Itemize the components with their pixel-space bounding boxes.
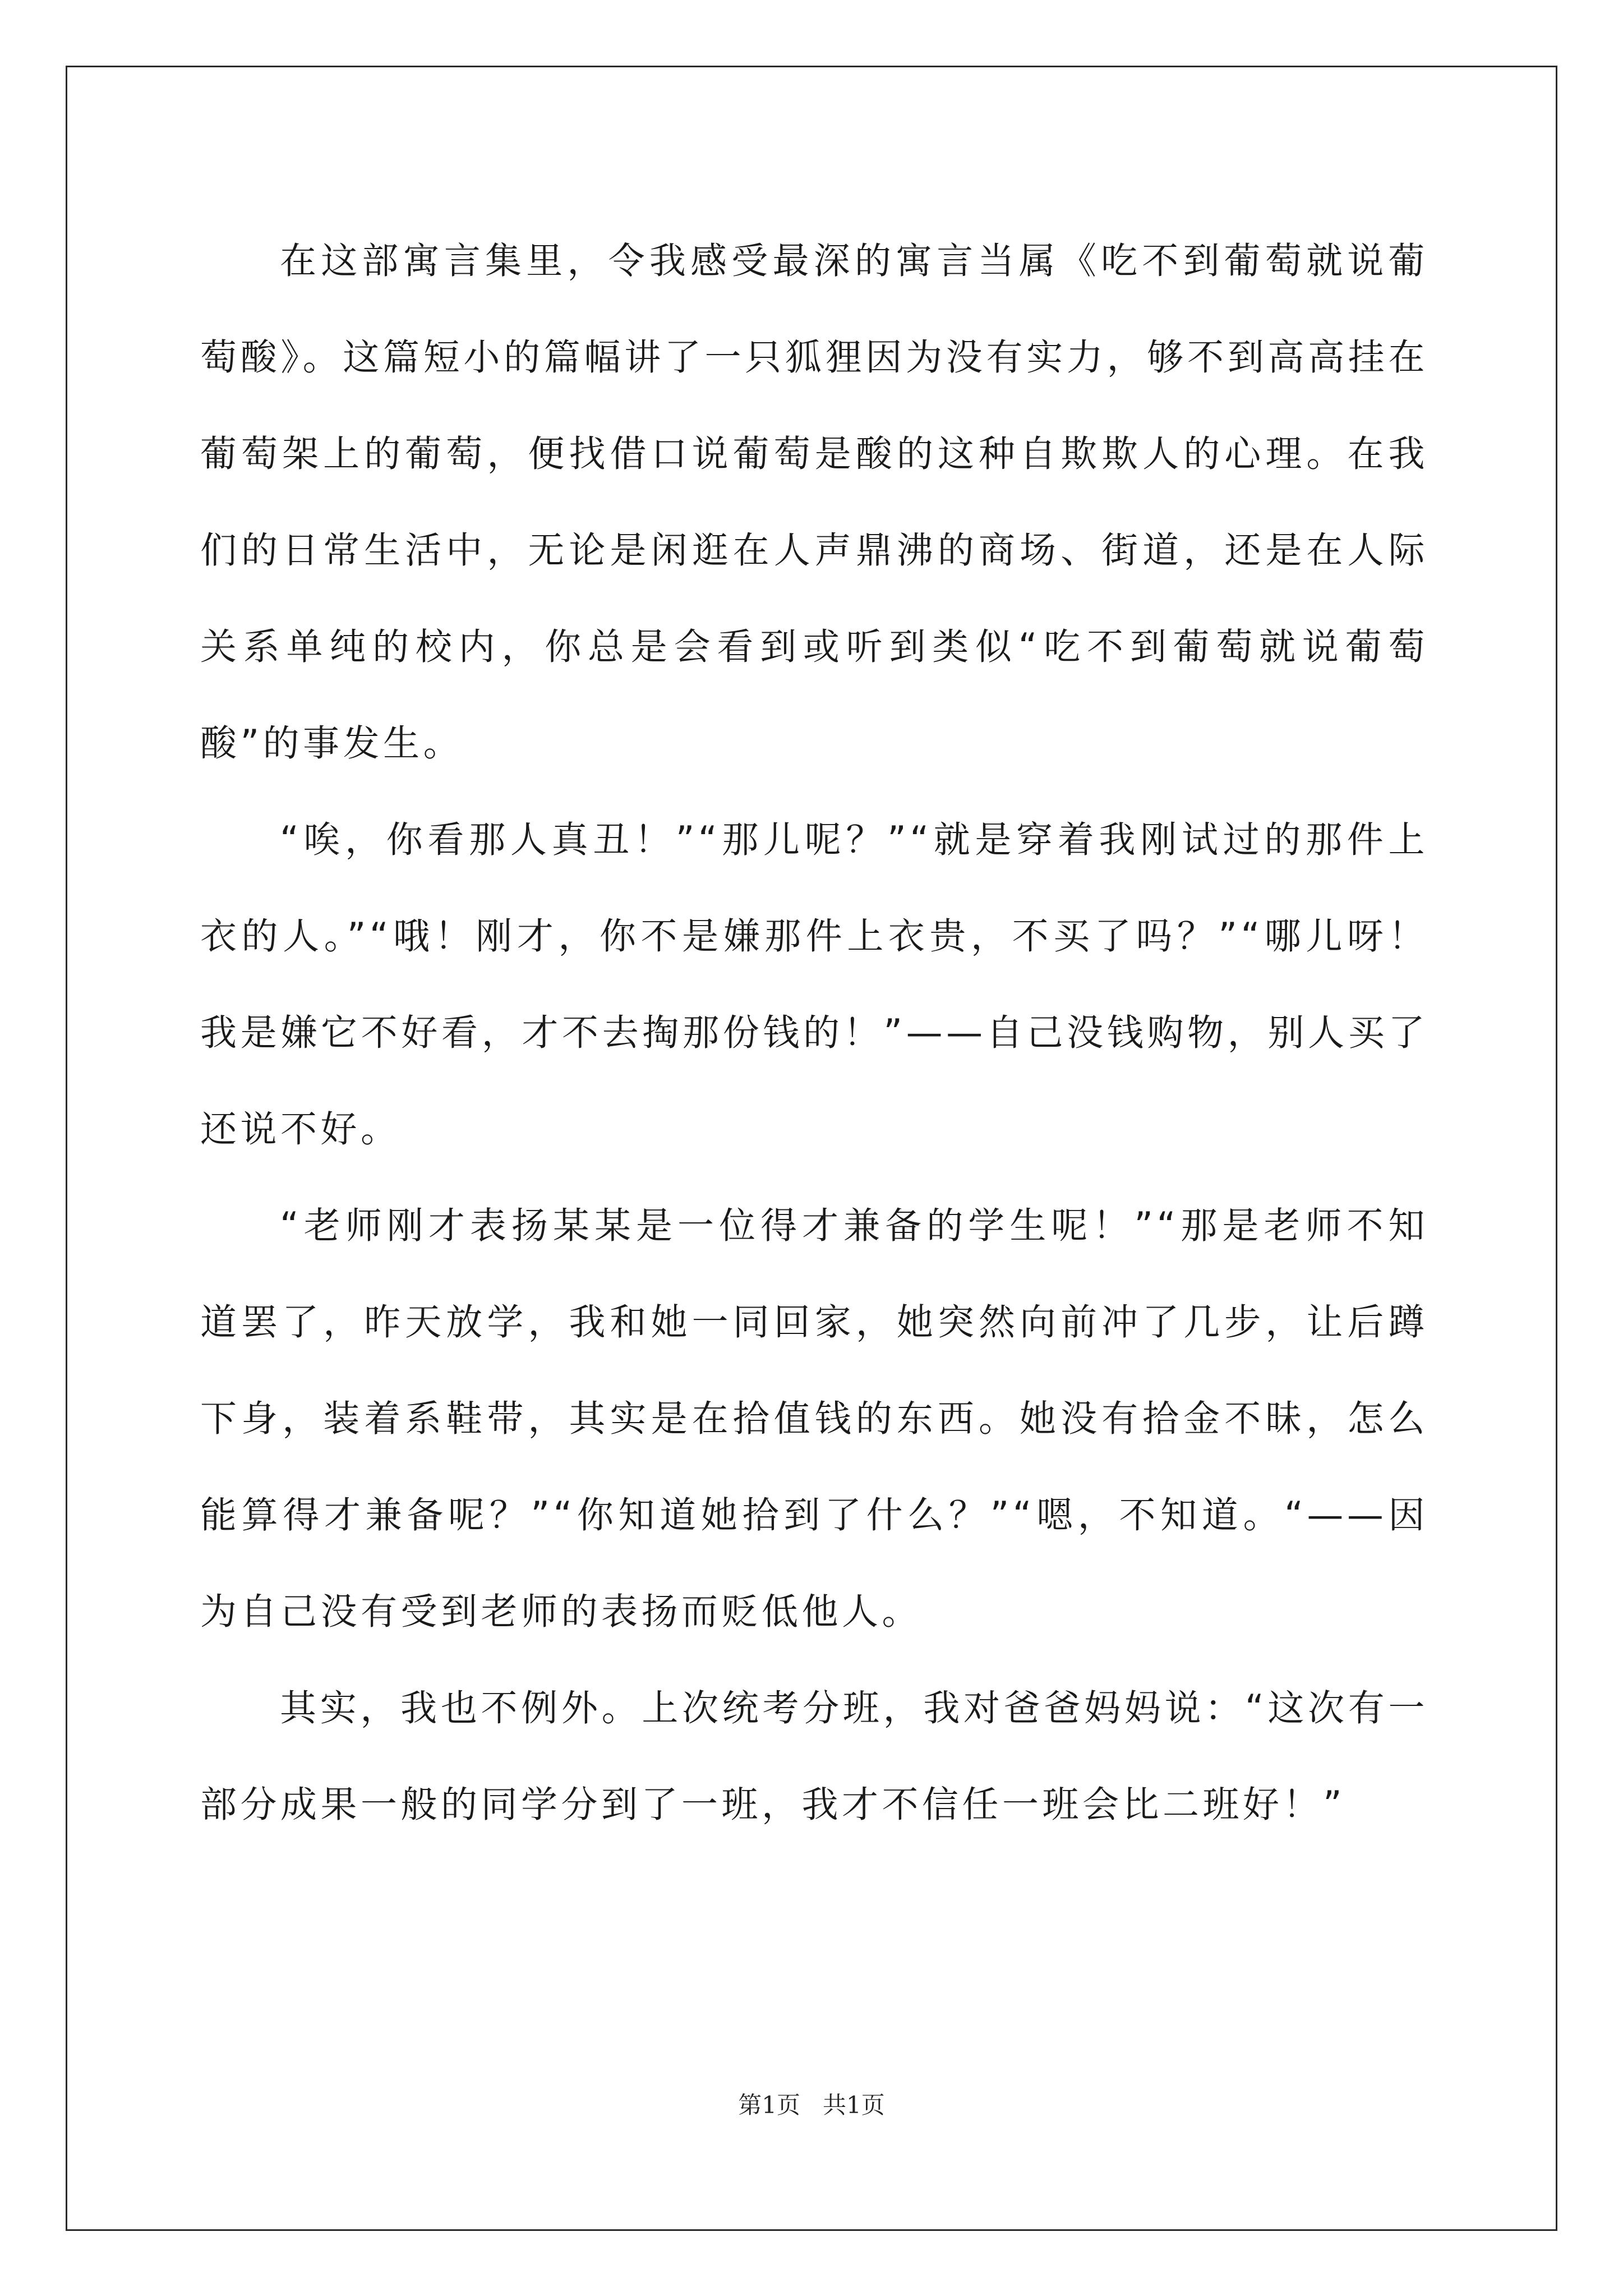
document-body [200,213,1428,1853]
paragraph: 其实，我也不例外。上次统考分班，我对爸爸妈妈说：“这次有一部分成果一般的同学分到了一班，我才不信任一班会比二班好！” [200,1687,1428,1826]
page-number: 第1页 [738,2091,800,2119]
page-footer [0,2087,1623,2120]
page-total: 共1页 [823,2091,885,2119]
paragraph: “老师刚才表扬某某是一位得才兼备的学生呢！”“那是老师不知道罢了，昨天放学，我和她一同回家，她突然向前冲了几步，让后蹲下身，装着系鞋带，其实是在拾值钱的东西。她没有拾金不昧，怎么能算得才兼备呢？”“你知道她拾到了什么？”“嗯，不知道。“——因为自己没有受到老师的表扬而贬低他人。 [200,1205,1428,1633]
paragraph: “唉，你看那人真丑！”“那儿呢？”“就是穿着我刚试过的那件上衣的人。”“哦！刚才，你不是嫌那件上衣贵，不买了吗？”“哪儿呀！我是嫌它不好看，才不去掏那份钱的！”——自己没钱购物，别人买了还说不好。 [200,819,1428,1151]
paragraph: 在这部寓言集里，令我感受最深的寓言当属《吃不到葡萄就说葡萄酸》。这篇短小的篇幅讲了一只狐狸因为没有实力，够不到高高挂在葡萄架上的葡萄，便找借口说葡萄是酸的这种自欺欺人的心理。在我们的日常生活中，无论是闲逛在人声鼎沸的商场、街道，还是在人际关系单纯的校内，你总是会看到或听到类似“吃不到葡萄就说葡萄酸”的事发生。 [200,240,1428,765]
